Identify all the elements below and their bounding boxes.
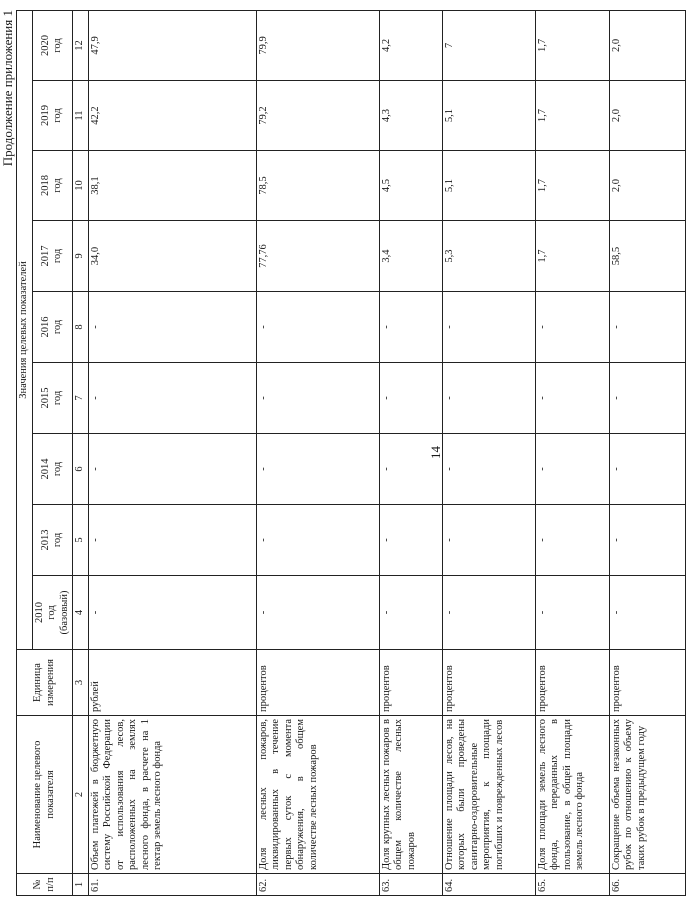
indicator-value: - xyxy=(256,434,379,505)
indicator-value: - xyxy=(88,434,256,505)
column-number: 11 xyxy=(73,81,89,151)
indicator-value: - xyxy=(379,505,442,576)
column-number: 10 xyxy=(73,151,89,221)
indicator-unit: процентов xyxy=(256,650,379,716)
indicator-value: - xyxy=(256,363,379,434)
indicator-value: - xyxy=(379,363,442,434)
header-year: 2013 год xyxy=(32,505,73,576)
table-row xyxy=(535,10,609,895)
indicator-value: 77,76 xyxy=(256,221,379,292)
column-number: 3 xyxy=(73,650,89,716)
indicator-value: - xyxy=(535,434,609,505)
indicator-value: - xyxy=(379,576,442,650)
indicator-value: 79,2 xyxy=(256,81,379,151)
header-year: 2010 год (базовый) xyxy=(32,576,73,650)
indicator-value: 34,0 xyxy=(88,221,256,292)
row-number: 64. xyxy=(442,874,535,896)
indicator-value: 4,3 xyxy=(379,81,442,151)
column-number: 7 xyxy=(73,363,89,434)
table-row xyxy=(609,10,685,895)
indicator-value: - xyxy=(442,363,535,434)
indicator-value: 78,5 xyxy=(256,151,379,221)
indicator-name: Доля крупных лесных пожаров в общем количестве лесных пожаров xyxy=(379,716,442,874)
header-unit: Единица измерения xyxy=(17,650,73,716)
indicator-value: - xyxy=(256,576,379,650)
indicator-value: - xyxy=(442,505,535,576)
indicator-value: - xyxy=(535,363,609,434)
indicator-name: Объем платежей в бюджетную систему Российской Федерации от использования лесов, расположенных на землях лесного фонда, в расчете на 1 гектар земель лесного фонда xyxy=(88,716,256,874)
header-year: 2019 год xyxy=(32,81,73,151)
column-number: 1 xyxy=(73,874,89,896)
indicator-value: - xyxy=(609,363,685,434)
column-number: 6 xyxy=(73,434,89,505)
indicator-value: 2,0 xyxy=(609,151,685,221)
indicator-value: - xyxy=(442,292,535,363)
column-number: 2 xyxy=(73,716,89,874)
column-number: 12 xyxy=(73,10,89,80)
indicator-value: - xyxy=(609,576,685,650)
indicator-value: - xyxy=(442,434,535,505)
indicator-value: 5,3 xyxy=(442,221,535,292)
indicator-name: Доля площади земель лесного фонда, переданных в пользование, в общей площади земель лесного фонда xyxy=(535,716,609,874)
column-number: 8 xyxy=(73,292,89,363)
indicator-value: - xyxy=(88,576,256,650)
header-year: 2015 год xyxy=(32,363,73,434)
indicator-value: 79,9 xyxy=(256,10,379,80)
header-year: 2016 год xyxy=(32,292,73,363)
indicator-value: 5,1 xyxy=(442,81,535,151)
indicator-value: - xyxy=(256,505,379,576)
indicator-value: 2,0 xyxy=(609,10,685,80)
table-row xyxy=(256,10,379,895)
indicator-unit: процентов xyxy=(442,650,535,716)
row-number: 61. xyxy=(88,874,256,896)
indicator-name: Доля лесных пожаров, ликвидированных в течение первых суток с момента обнаружения, в общем количестве лесных пожаров xyxy=(256,716,379,874)
column-number: 9 xyxy=(73,221,89,292)
header-year: 2018 год xyxy=(32,151,73,221)
indicator-value: - xyxy=(88,292,256,363)
indicator-value: 3,4 xyxy=(379,221,442,292)
table-row xyxy=(379,10,442,895)
indicator-value: - xyxy=(535,505,609,576)
indicator-unit: процентов xyxy=(609,650,685,716)
indicator-unit: процентов xyxy=(535,650,609,716)
indicator-name: Сокращение объема незаконных рубок по отношению к объему таких рубок в предыдущем году xyxy=(609,716,685,874)
header-num: № п/п xyxy=(17,874,73,896)
indicator-value: - xyxy=(379,292,442,363)
row-number: 66. xyxy=(609,874,685,896)
indicator-name: Отношение площади лесов, на которых были проведены санитарно-оздоровительные мероприятия, к площади погибших и поврежденных лесов xyxy=(442,716,535,874)
indicator-value: - xyxy=(379,434,442,505)
header-name: Наименование целевого показателя xyxy=(17,716,73,874)
indicator-unit: процентов xyxy=(379,650,442,716)
indicator-value: 2,0 xyxy=(609,81,685,151)
table-row xyxy=(88,10,256,895)
appendix-continuation-label: Продолжение приложения 1 xyxy=(0,10,15,167)
indicator-value: - xyxy=(88,505,256,576)
row-number: 63. xyxy=(379,874,442,896)
indicator-value: - xyxy=(609,434,685,505)
column-number: 4 xyxy=(73,576,89,650)
indicator-value: 1,7 xyxy=(535,151,609,221)
indicator-value: - xyxy=(442,576,535,650)
indicator-value: 5,1 xyxy=(442,151,535,221)
indicator-value: - xyxy=(609,505,685,576)
row-number: 65. xyxy=(535,874,609,896)
indicator-value: 1,7 xyxy=(535,81,609,151)
table-row xyxy=(442,10,535,895)
header-year: 2020 год xyxy=(32,10,73,80)
indicator-value: 58,5 xyxy=(609,221,685,292)
indicator-value: 42,2 xyxy=(88,81,256,151)
indicator-value: - xyxy=(609,292,685,363)
indicator-value: 47,9 xyxy=(88,10,256,80)
row-number: 62. xyxy=(256,874,379,896)
indicator-value: - xyxy=(535,292,609,363)
header-values-group: Значения целевых показателей xyxy=(17,10,33,649)
indicators-table xyxy=(16,10,686,896)
page-number: 14 xyxy=(428,446,443,459)
indicator-value: 1,7 xyxy=(535,221,609,292)
indicator-value: 1,7 xyxy=(535,10,609,80)
header-year: 2017 год xyxy=(32,221,73,292)
indicator-value: 38,1 xyxy=(88,151,256,221)
indicator-value: 4,2 xyxy=(379,10,442,80)
indicator-value: - xyxy=(88,363,256,434)
indicator-value: - xyxy=(256,292,379,363)
indicator-value: - xyxy=(535,576,609,650)
indicator-unit: рублей xyxy=(88,650,256,716)
indicator-value: 4,5 xyxy=(379,151,442,221)
header-year: 2014 год xyxy=(32,434,73,505)
column-number: 5 xyxy=(73,505,89,576)
indicator-value: 7 xyxy=(442,10,535,80)
